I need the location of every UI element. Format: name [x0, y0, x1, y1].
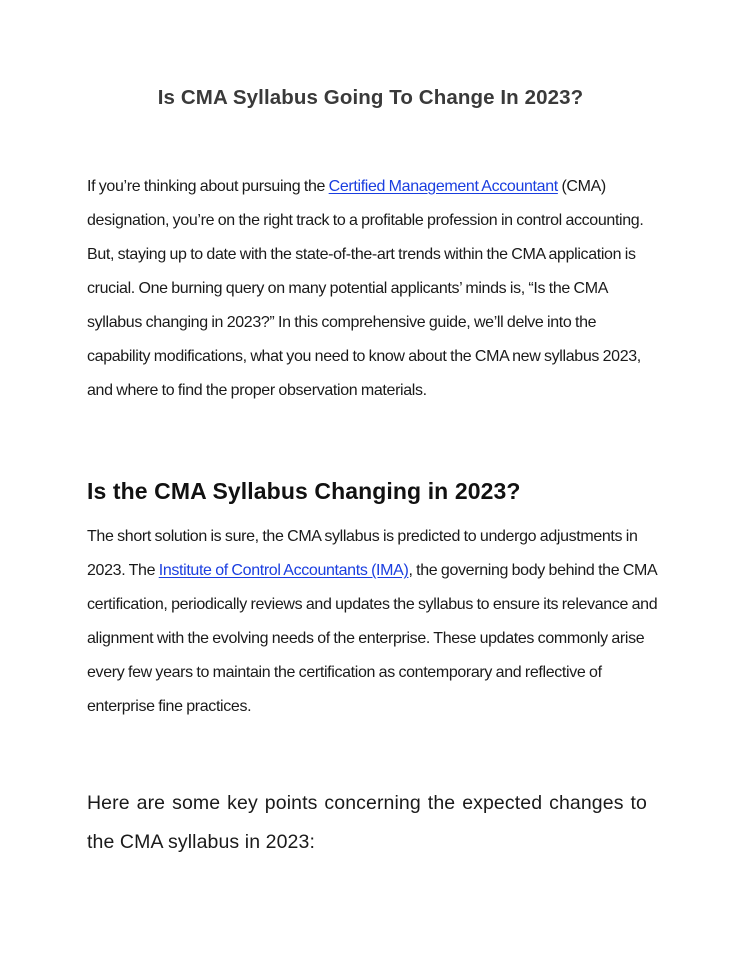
intro-text-after-link: (CMA) designation, you’re on the right track to a profitable profession in control accounting. But, staying up to date with the state-of-the-art trends within the CMA application is crucial. One burning query on many potential applicants’ minds is, “Is the CMA syllabus changing in 2023?” In this comprehensive guide, we’ll delve into the capability modifications, what you need to know about the CMA new syllabus 2023, and where to find the proper observation materials. — [87, 178, 644, 399]
intro-paragraph — [87, 170, 662, 408]
cma-link[interactable]: Certified Management Accountant — [328, 178, 558, 195]
ima-link[interactable]: Institute of Control Accountants (IMA) — [158, 562, 409, 579]
section-paragraph — [87, 520, 662, 724]
section-text-before-link: The short solution is sure, the CMA syllabus is predicted to undergo adjustments in 2023. The — [87, 528, 638, 579]
section-text-after-link: , the governing body behind the CMA certification, periodically reviews and updates the syllabus to ensure its relevance and alignment with the evolving needs of the enterprise. These updates commonly arise every few years to maintain the certification as contemporary and reflective of enterprise fine practices. — [87, 562, 658, 715]
section-heading: Is the CMA Syllabus Changing in 2023? — [87, 478, 521, 504]
page-title: Is CMA Syllabus Going To Change In 2023? — [157, 86, 584, 109]
intro-text-before-link: If you’re thinking about pursuing the — [87, 178, 329, 195]
key-points-intro: Here are some key points concerning the expected changes to the CMA syllabus in 2023: — [87, 792, 647, 853]
